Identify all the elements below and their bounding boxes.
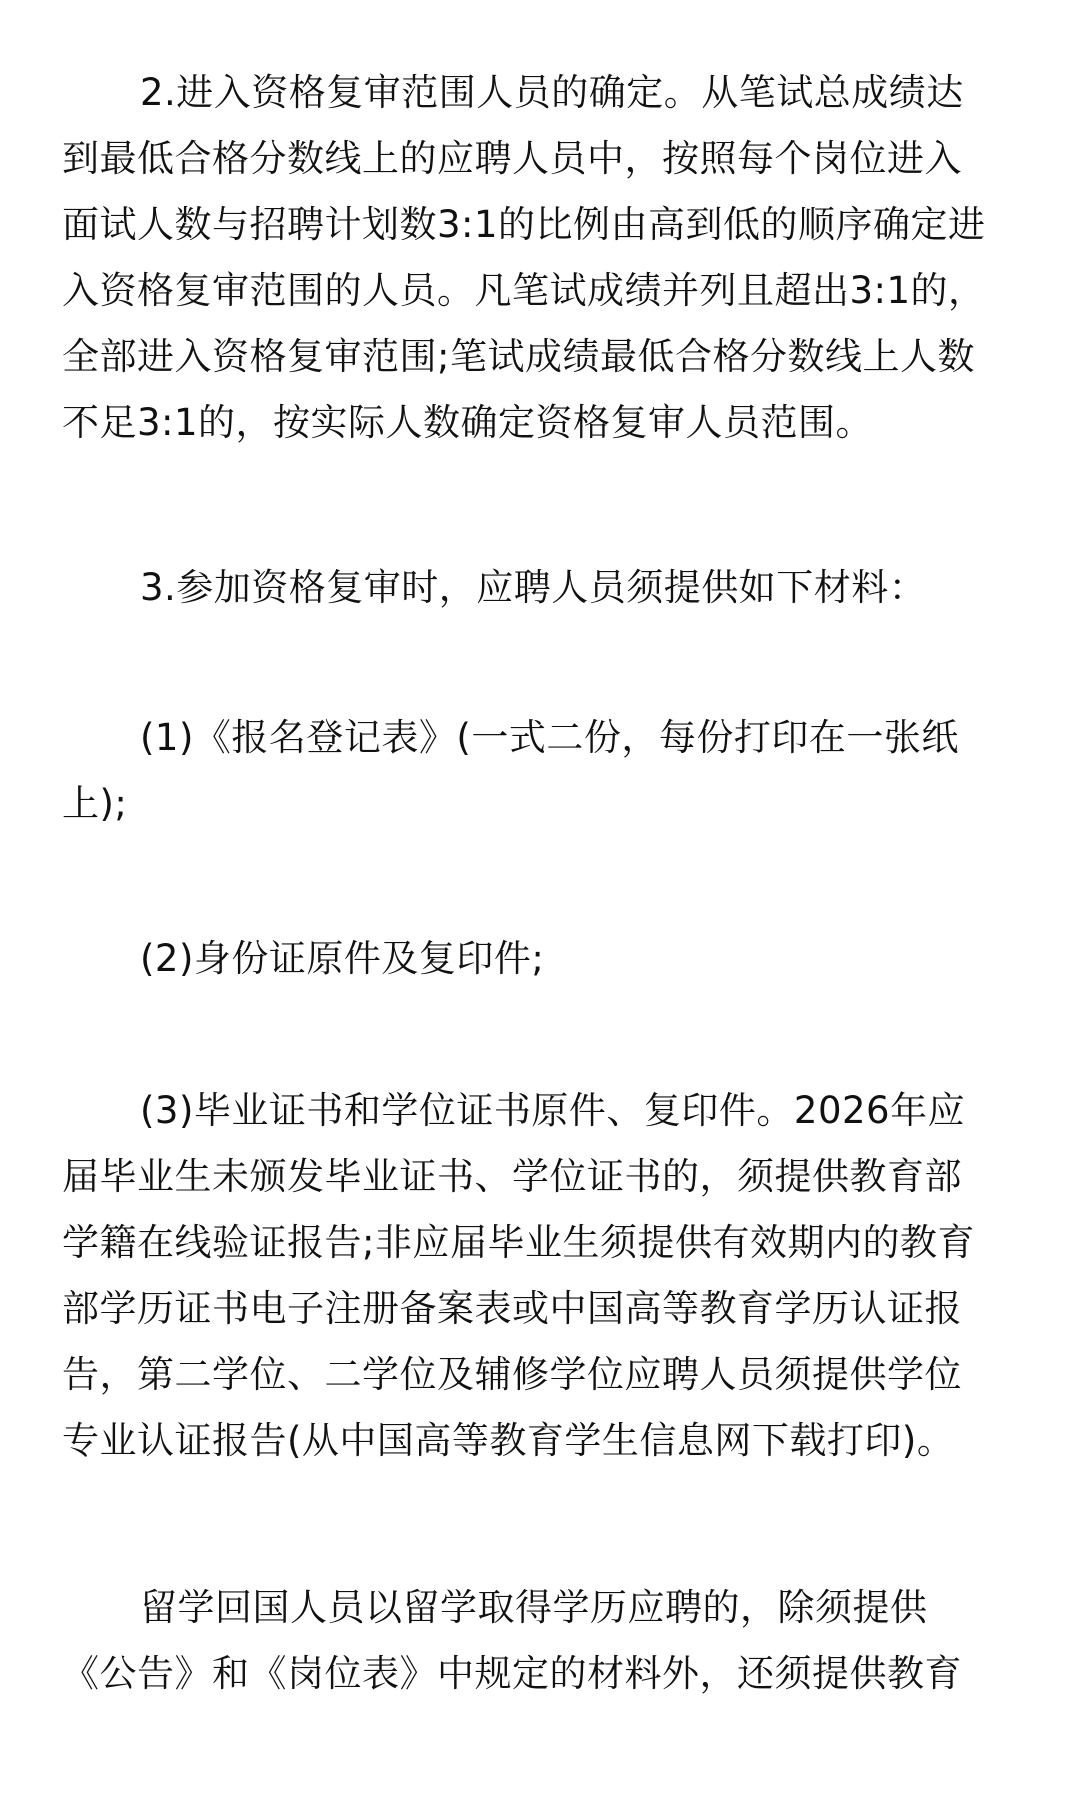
text-line: 告，第二学位、二学位及辅修学位应聘人员须提供学位	[62, 1353, 962, 1396]
text-line: 面试人数与招聘计划数3:1的比例由高到低的顺序确定进	[62, 203, 986, 246]
paragraph-qualification-review-scope	[62, 60, 1022, 456]
list-item-diploma-degree	[62, 1078, 1022, 1474]
text-line: 入资格复审范围的人员。凡笔试成绩并列且超出3:1的，	[62, 269, 986, 312]
text-line: 《公告》和《岗位表》中规定的材料外，还须提供教育	[62, 1652, 962, 1695]
text-line: 学籍在线验证报告;非应届毕业生须提供有效期内的教育	[62, 1221, 975, 1264]
text-line: (3)毕业证书和学位证书原件、复印件。2026年应	[140, 1089, 966, 1132]
text-line: 到最低合格分数线上的应聘人员中，按照每个岗位进入	[62, 137, 962, 180]
text-line: 留学回国人员以留学取得学历应聘的，除须提供	[140, 1586, 928, 1629]
text-line: 3.参加资格复审时，应聘人员须提供如下材料：	[140, 566, 927, 609]
text-line: 上);	[62, 782, 128, 825]
text-line: 部学历证书电子注册备案表或中国高等教育学历认证报	[62, 1287, 962, 1330]
text-line: 届毕业生未颁发毕业证书、学位证书的，须提供教育部	[62, 1155, 962, 1198]
paragraph-materials-required	[62, 555, 1022, 621]
text-line: 不足3:1的，按实际人数确定资格复审人员范围。	[62, 401, 874, 444]
text-line: 全部进入资格复审范围;笔试成绩最低合格分数线上人数	[62, 335, 975, 378]
text-line: (2)身份证原件及复印件;	[140, 937, 545, 980]
paragraph-overseas-returnees	[62, 1575, 1022, 1707]
text-line: 专业认证报告(从中国高等教育学生信息网下载打印)。	[62, 1419, 955, 1462]
list-item-registration-form	[62, 705, 1022, 837]
text-line: 2.进入资格复审范围人员的确定。从笔试总成绩达	[140, 71, 964, 114]
text-line: (1)《报名登记表》(一式二份，每份打印在一张纸	[140, 716, 959, 759]
list-item-id-card	[62, 926, 1022, 992]
